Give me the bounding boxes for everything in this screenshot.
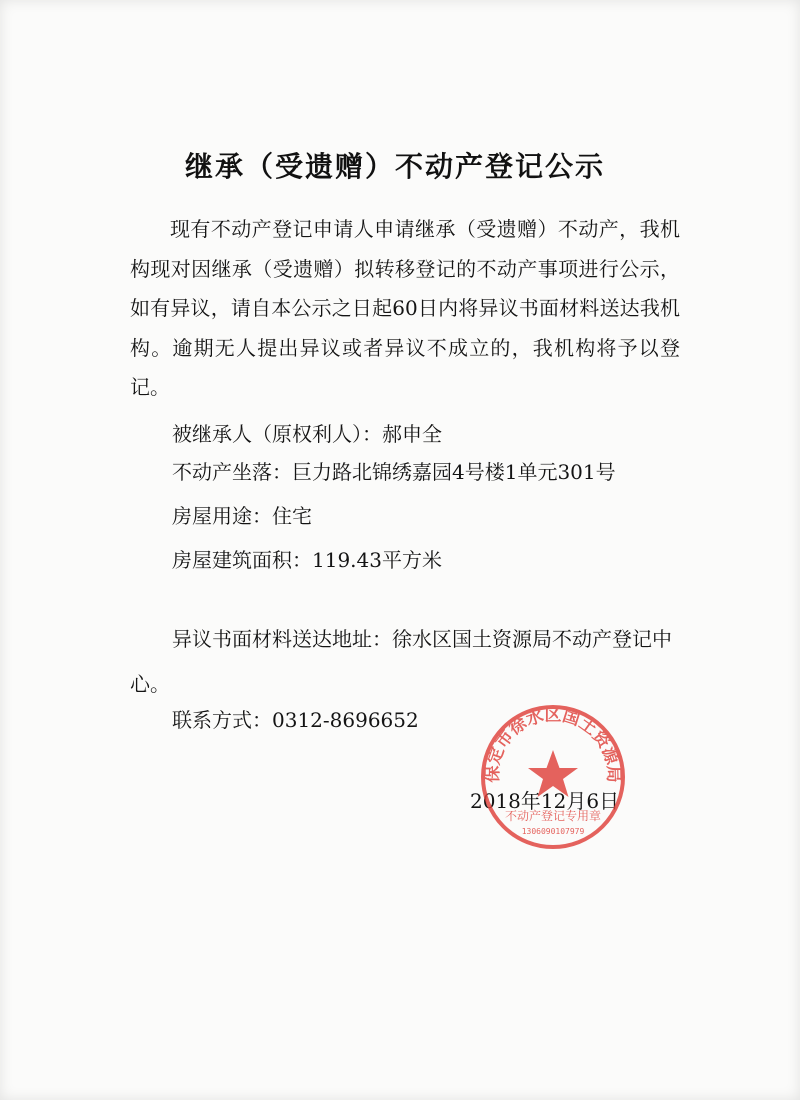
seal-star-icon xyxy=(528,750,578,797)
house-usage-line: 房屋用途：住宅 xyxy=(172,504,312,528)
official-seal-stamp xyxy=(478,702,628,852)
decedent-line: 被继承人（原权利人）：郝申全 xyxy=(172,422,442,446)
body-paragraph: 现有不动产登记申请人申请继承（受遗赠）不动产，我机构现对因继承（受遗赠）拟转移登记的不动产事项进行公示，如有异议，请自本公示之日起60日内将异议书面材料送达我机构。逾期无人提出异议或者异议不成立的，我机构将予以登记。 xyxy=(130,217,680,399)
property-location-line: 不动产坐落：巨力路北锦绣嘉园4号楼1单元301号 xyxy=(172,460,616,484)
seal-serial-number: 1306090107979 xyxy=(521,827,585,836)
contact-line: 联系方式：0312-8696652 xyxy=(172,708,419,732)
objection-address: 异议书面材料送达地址：徐水区国土资源局不动产登记中心。 xyxy=(130,627,672,696)
seal-center-text: 不动产登记专用章 xyxy=(504,809,602,823)
document-date: 2018年12月6日 xyxy=(470,789,620,813)
building-area-line: 房屋建筑面积：119.43平方米 xyxy=(172,548,442,572)
seal-outer-text: 保定市徐水区国土资源局 xyxy=(482,705,624,783)
document-title: 继承（受遗赠）不动产登记公示 xyxy=(184,149,605,183)
